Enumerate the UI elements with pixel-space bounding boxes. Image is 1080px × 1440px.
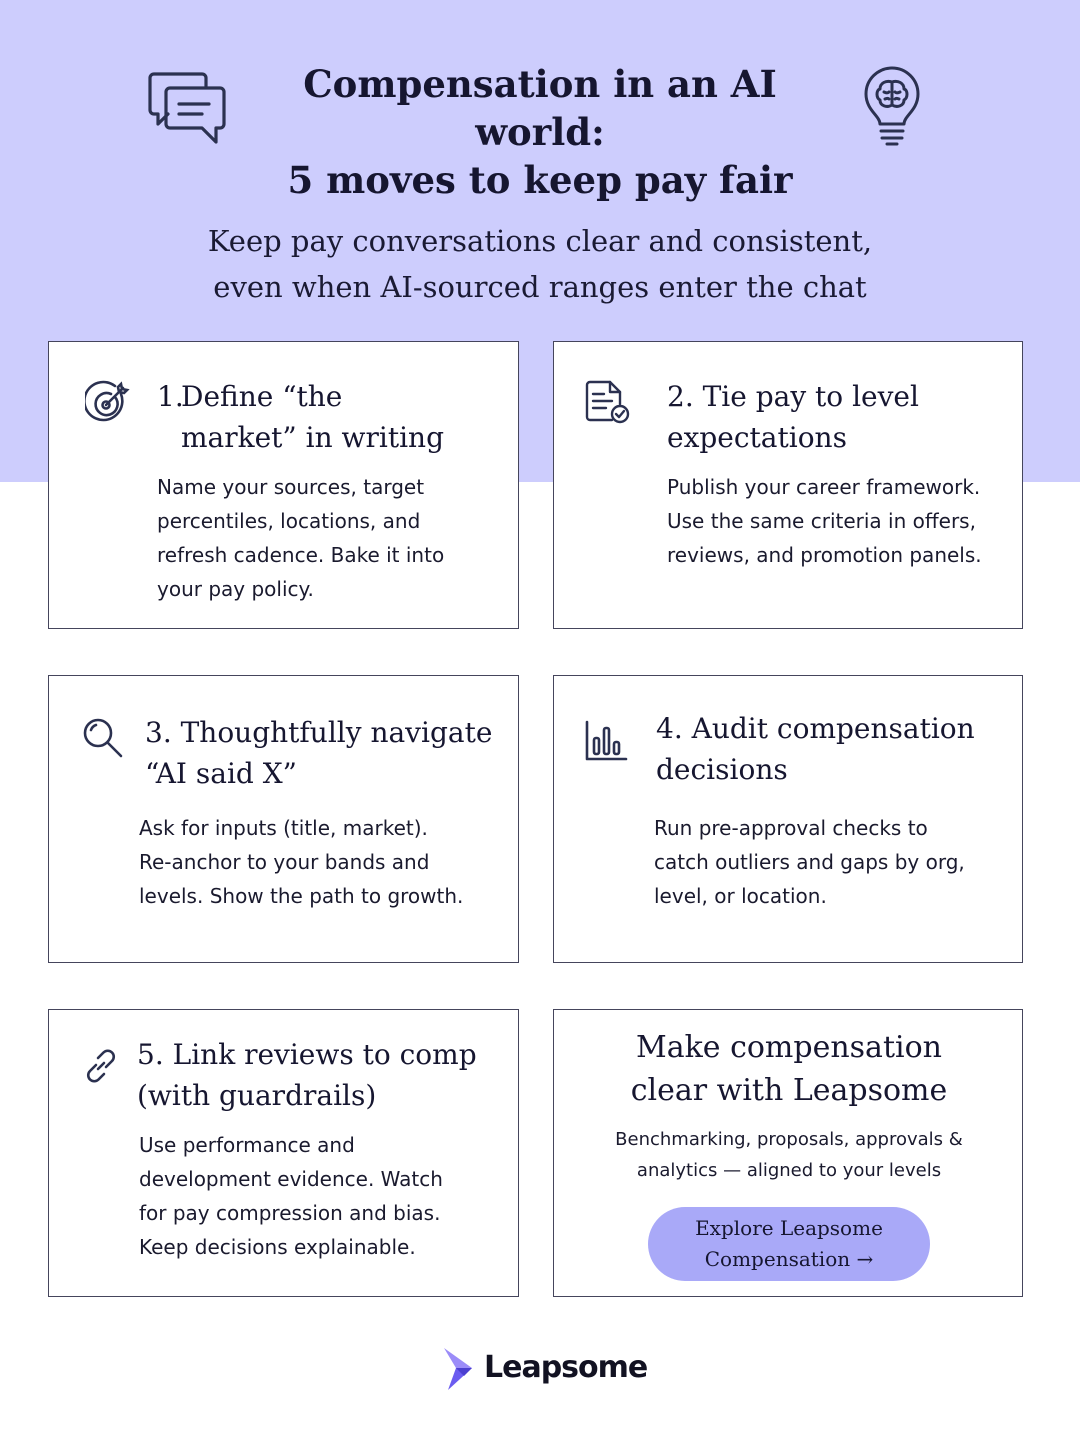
- bar-chart-icon: [584, 720, 628, 762]
- card-title: [656, 708, 975, 790]
- lightbulb-brain-icon: [862, 66, 922, 150]
- card-title-line: Define “the: [181, 380, 343, 413]
- document-check-icon: [584, 380, 630, 426]
- tip-card-3: [48, 675, 519, 963]
- card-title-line: (with guardrails): [137, 1079, 377, 1112]
- card-body: [654, 811, 965, 913]
- cta-button-line: Explore Leapsome: [695, 1216, 883, 1240]
- link-icon: [81, 1046, 121, 1086]
- cta-title-line: Make compensation: [636, 1030, 942, 1065]
- leapsome-logo: [442, 1346, 648, 1396]
- card-title-line: decisions: [656, 753, 788, 786]
- cta-body-line: analytics — aligned to your levels: [636, 1160, 942, 1181]
- card-body: [157, 470, 444, 606]
- card-title: [667, 376, 919, 458]
- card-body-line: level, or location.: [654, 884, 827, 908]
- cta-title: [554, 1026, 1024, 1112]
- card-body-line: Publish your career framework.: [667, 475, 981, 499]
- cta-button-line: Compensation →: [704, 1247, 874, 1271]
- card-body-line: reviews, and promotion panels.: [667, 543, 982, 567]
- tip-card-2: [553, 341, 1023, 629]
- subtitle-line: even when AI-sourced ranges enter the chat: [213, 270, 867, 304]
- tip-card-4: [553, 675, 1023, 963]
- cta-title-line: clear with Leapsome: [630, 1073, 948, 1108]
- card-title: [181, 376, 444, 458]
- card-body: [139, 811, 463, 913]
- card-title-line: 4. Audit compensation: [656, 712, 975, 745]
- card-body-line: catch outliers and gaps by org,: [654, 850, 965, 874]
- target-icon: [85, 380, 131, 426]
- card-body-line: Run pre-approval checks to: [654, 816, 928, 840]
- card-body-line: development evidence. Watch: [139, 1167, 443, 1191]
- card-number: 1.: [157, 380, 184, 413]
- card-body: [667, 470, 982, 572]
- search-icon: [81, 716, 125, 760]
- card-title-line: market” in writing: [181, 421, 444, 454]
- cta-card: [553, 1009, 1023, 1297]
- card-title-line: 3. Thoughtfully navigate: [145, 716, 493, 749]
- card-title: [145, 712, 492, 794]
- cta-body: [554, 1124, 1024, 1186]
- card-body-line: Use performance and: [139, 1133, 355, 1157]
- tip-card-5: [48, 1009, 519, 1297]
- subtitle-line: Keep pay conversations clear and consistent,: [207, 224, 873, 258]
- card-body-line: Ask for inputs (title, market).: [139, 816, 428, 840]
- card-body-line: percentiles, locations, and: [157, 509, 421, 533]
- card-title-line: expectations: [667, 421, 847, 454]
- card-body-line: levels. Show the path to growth.: [139, 884, 464, 908]
- leapsome-logo-mark-icon: [442, 1346, 478, 1392]
- title-line: Compensation in an AI world:: [303, 62, 777, 154]
- card-body-line: for pay compression and bias.: [139, 1201, 441, 1225]
- card-body-line: your pay policy.: [157, 577, 314, 601]
- card-body-line: refresh cadence. Bake it into: [157, 543, 445, 567]
- title-line: 5 moves to keep pay fair: [287, 158, 793, 202]
- page-title: [240, 60, 840, 204]
- card-title-line: 5. Link reviews to comp: [137, 1038, 477, 1071]
- card-title: [137, 1034, 477, 1116]
- card-title-line: “AI said X”: [145, 757, 297, 790]
- cta-body-line: Benchmarking, proposals, approvals &: [615, 1129, 963, 1150]
- chat-bubbles-icon: [146, 70, 228, 146]
- card-body-line: Use the same criteria in offers,: [667, 509, 976, 533]
- card-body-line: Re-anchor to your bands and: [139, 850, 430, 874]
- page-subtitle: [170, 218, 910, 310]
- card-title-line: 2. Tie pay to level: [667, 380, 919, 413]
- card-body: [139, 1128, 443, 1264]
- explore-compensation-button[interactable]: [648, 1207, 930, 1281]
- tip-card-1: [48, 341, 519, 629]
- card-body-line: Keep decisions explainable.: [139, 1235, 416, 1259]
- leapsome-wordmark: Leapsome: [484, 1350, 648, 1385]
- card-body-line: Name your sources, target: [157, 475, 425, 499]
